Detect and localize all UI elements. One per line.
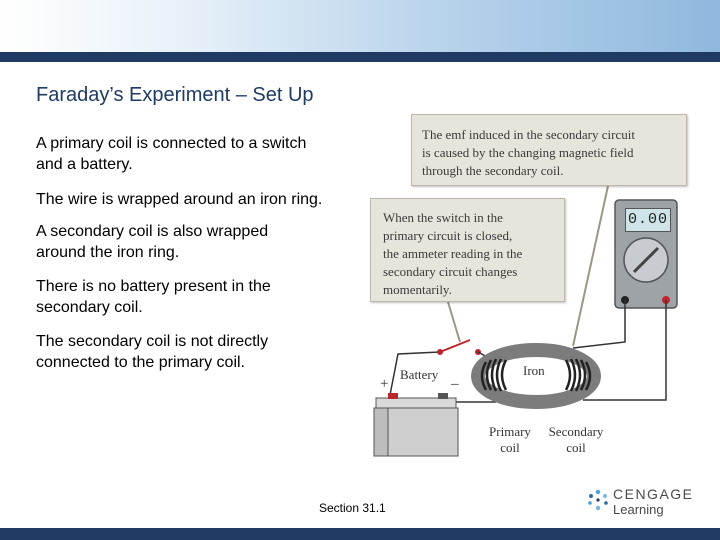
battery xyxy=(374,393,458,456)
text-line: and a battery. xyxy=(36,156,133,173)
label-line: coil xyxy=(566,440,586,455)
header-bar xyxy=(0,52,720,62)
callout-pointer xyxy=(448,302,460,342)
battery-label: Battery xyxy=(400,367,439,382)
ammeter-reading: 0.00 xyxy=(625,208,671,232)
callout-text-line: through the secondary coil. xyxy=(422,163,564,178)
text-line: The secondary coil is not directly xyxy=(36,333,269,350)
header-gradient xyxy=(0,0,720,52)
label-line: coil xyxy=(500,440,520,455)
callout-induced-emf xyxy=(411,114,687,186)
switch-lever xyxy=(440,340,470,352)
slide-title: Faraday’s Experiment – Set Up xyxy=(36,84,314,106)
callout-text-line: primary circuit is closed, xyxy=(383,228,513,243)
text-line: There is no battery present in the xyxy=(36,278,271,295)
callout-text-line: is caused by the changing magnetic field xyxy=(422,145,634,160)
callout-text-line: When the switch in the xyxy=(383,210,503,225)
bullet-no-battery xyxy=(36,276,381,318)
bullet-primary-coil xyxy=(36,133,381,175)
text-line: connected to the primary coil. xyxy=(36,354,245,371)
section-footer: Section 31.1 xyxy=(319,501,386,515)
text-line: around the iron ring. xyxy=(36,244,180,261)
callout-text-line: the ammeter reading in the xyxy=(383,246,523,261)
secondary-coil-label xyxy=(540,424,612,456)
bullet-secondary-coil xyxy=(36,221,381,263)
primary-coil-label xyxy=(482,424,538,456)
cengage-mark-icon xyxy=(586,488,610,512)
callout-text-line: The emf induced in the secondary circuit xyxy=(422,127,635,142)
bullet-not-connected xyxy=(36,331,381,373)
text-line: A secondary coil is also wrapped xyxy=(36,223,269,240)
iron-label: Iron xyxy=(523,363,545,378)
logo-wordmark: CENGAGE xyxy=(613,486,694,502)
label-line: Secondary xyxy=(548,424,604,439)
faraday-experiment-figure xyxy=(368,110,693,470)
text-line: A primary coil is connected to a switch xyxy=(36,135,307,152)
text-line: secondary coil. xyxy=(36,299,143,316)
cengage-logo xyxy=(586,486,696,518)
bullet-iron-ring xyxy=(36,189,381,210)
battery-minus-sign: – xyxy=(451,376,459,392)
logo-subtitle: Learning xyxy=(613,502,664,517)
callout-text-line: secondary circuit changes xyxy=(383,264,518,279)
battery-plus-sign: + xyxy=(380,376,389,392)
footer-bar xyxy=(0,528,720,540)
switch-contact xyxy=(437,349,443,355)
callout-text-line: momentarily. xyxy=(383,282,452,297)
text-line: The wire is wrapped around an iron ring. xyxy=(36,191,323,208)
label-line: Primary xyxy=(489,424,531,439)
callout-switch-closed xyxy=(370,198,565,302)
callout-pointer xyxy=(573,186,608,346)
